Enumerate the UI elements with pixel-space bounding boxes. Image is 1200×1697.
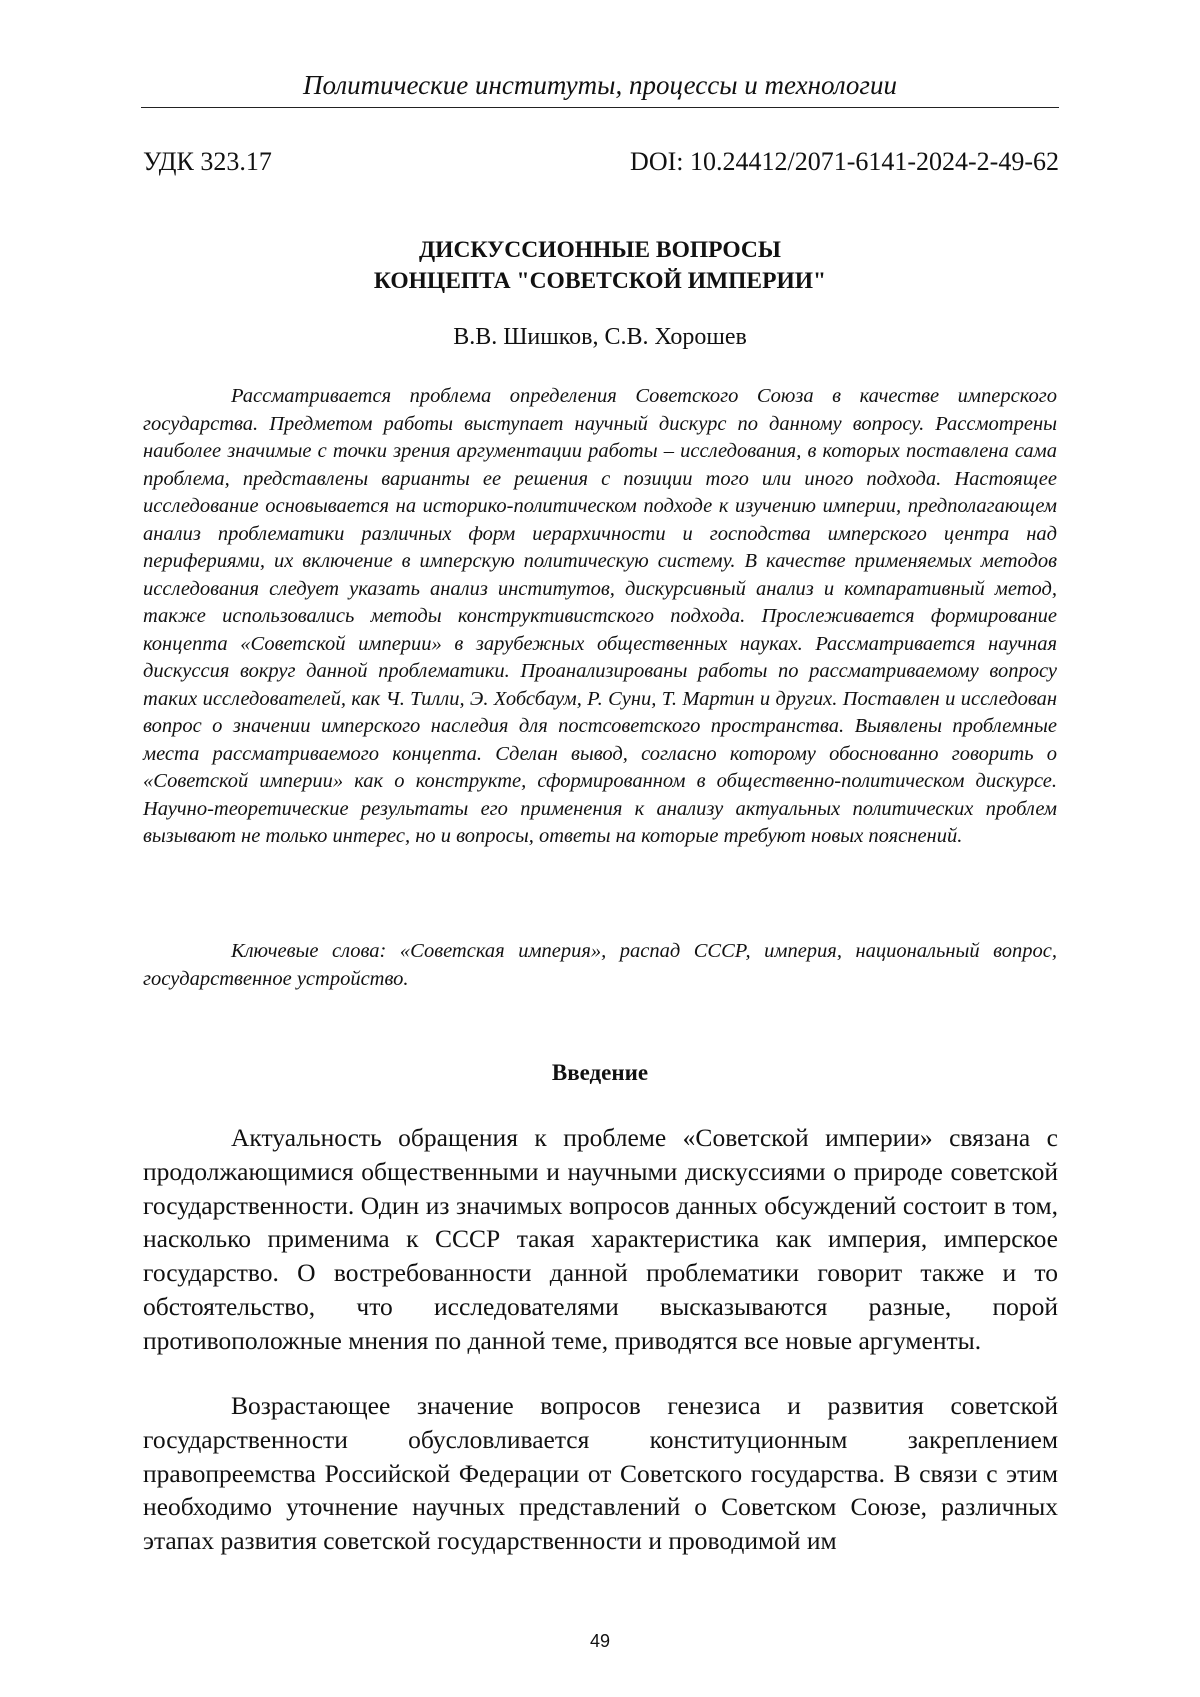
journal-running-header: Политические институты, процессы и технологии — [303, 70, 897, 100]
page-number: 49 — [589, 1631, 611, 1651]
keywords-text: Ключевые слова: «Советская империя», распад СССР, империя, национальный вопрос, государственное устройство. — [143, 940, 1057, 990]
article-title — [141, 235, 1059, 297]
abstract-text: Рассматривается проблема определения Советского Союза в качестве имперского государства. Предметом работы выступает научный дискурс по данному вопросу. Рассмотрены наиболее значимые с точки зрения аргументации работы – исследования, в которых поставлена сама проблема, представлены варианты ее решения с позиции того или иного подхода. Настоящее исследование основывается на историко-политическом подходе к изучению империи, предполагающем анализ проблематики различных форм иерархичности и господства имперского центра над перифериями, их включение в имперскую политическую систему. В качестве применяемых методов исследования следует указать анализ институтов, дискурсивный анализ и компаративный метод, также использовались методы конструктивистского подхода. Прослеживается формирование концепта «Советской империи» в зарубежных общественных науках. Рассматривается научная дискуссия вокруг данной проблематики. Проанализированы работы по рассматриваемому вопросу таких исследователей, как Ч. Тилли, Э. Хобсбаум, Р. Суни, Т. Мартин и других. Поставлен и исследован вопрос о значении имперского наследия для постсоветского пространства. Выявлены проблемные места рассматриваемого концепта. Сделан вывод, согласно которому обоснованно говорить о «Советской империи» как о конструкте, сформированном в общественно-политическом дискурсе. Научно-теоретические результаты его применения к анализу актуальных политических проблем вызывают не только интерес, но и вопросы, ответы на которые требуют новых пояснений. — [143, 385, 1057, 847]
header-divider — [141, 107, 1059, 108]
article-authors: В.В. Шишков, С.В. Хорошев — [453, 324, 747, 350]
doi-identifier: DOI: 10.24412/2071-6141-2024-2-49-62 — [630, 147, 1059, 176]
body-paragraph: Возрастающее значение вопросов генезиса и развития советской государственности обусловливается конституционным закреплением правопреемства Российской Федерации от Советского государства. В связи с этим необходимо уточнение научных представлений о Советском Союзе, различных этапах развития советской государственности и проводимой им — [143, 1391, 1058, 1556]
article-meta-row — [143, 146, 1059, 178]
udc-code: УДК 323.17 — [143, 147, 272, 176]
article-title-line-1: ДИСКУССИОННЫЕ ВОПРОСЫ — [419, 237, 781, 263]
section-heading-introduction: Введение — [551, 1060, 649, 1085]
article-title-line-2: КОНЦЕПТА "СОВЕТСКОЙ ИМПЕРИИ" — [373, 268, 827, 294]
body-paragraph: Актуальность обращения к проблеме «Советской империи» связана с продолжающимися общественными и научными дискуссиями о природе советской государственности. Один из значимых вопросов данных обсуждений состоит в том, насколько применима к СССР такая характеристика как империя, имперское государство. О востребованности данной проблематики говорит также и то обстоятельство, что исследователями высказываются разные, порой противоположные мнения по данной теме, приводятся все новые аргументы. — [143, 1123, 1058, 1355]
